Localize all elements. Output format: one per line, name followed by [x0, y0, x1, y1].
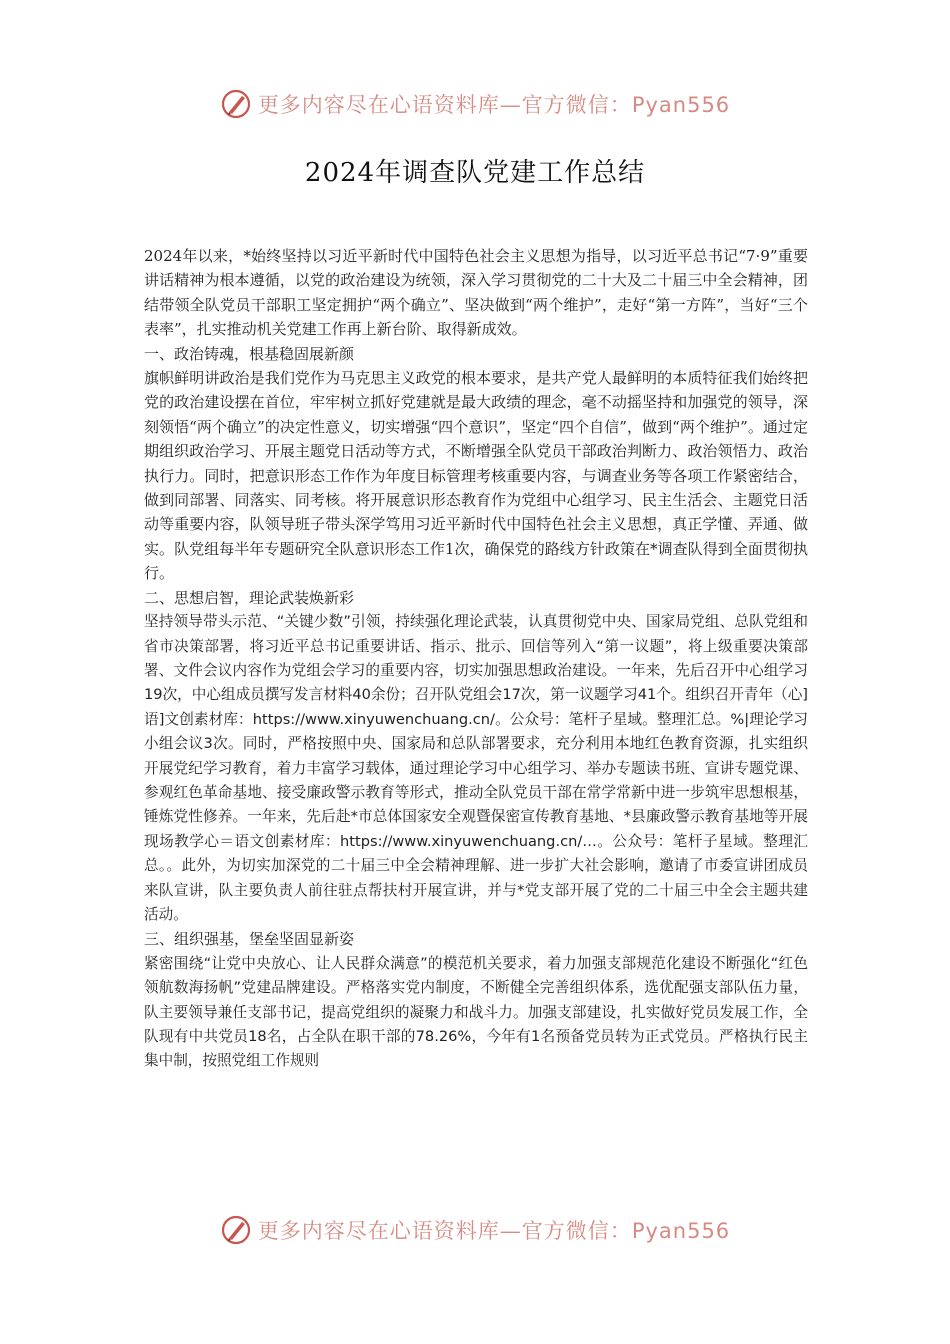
wechat-id: Pyan556 [631, 1219, 731, 1243]
banner-text: 更多内容尽在心语资料库—官方微信：Pyan556 [257, 1219, 731, 1243]
section-paragraph-3: 紧密围绕“让党中央放心、让人民群众满意”的模范机关要求，着力加强支部规范化建设不断强化“红色领航数海扬帆”党建品牌建设。严格落实党内制度，不断健全完善组织体系，选优配强支部队伍力量，队主要领导兼任支部书记，提高党组织的凝聚力和战斗力。加强支部建设，扎实做好党员发展工作，全队现有中共党员18名，占全队在职干部的78.26%，今年有1名预备党员转为正式党员。严格执行民主集中制，按照党组工作规则 [144, 954, 808, 1070]
wechat-id: Pyan556 [631, 93, 731, 117]
document-body [144, 244, 808, 1074]
pen-circle-logo-icon [220, 1214, 252, 1246]
section-heading-1: 一、政治铸魂，根基稳固展新颜 [144, 344, 355, 363]
banner-text: 更多内容尽在心语资料库—官方微信：Pyan556 [257, 93, 731, 117]
section-heading-2: 二、思想启智，理论武装焕新彩 [144, 588, 355, 607]
intro-paragraph: 2024年以来，*始终坚持以习近平新时代中国特色社会主义思想为指导，以习近平总书记“7·9”重要讲话精神为根本遵循，以党的政治建设为统领，深入学习贯彻党的二十大及二十届三中全会精神，团结带领全队党员干部职工坚定拥护“两个确立”、坚决做到“两个维护”，走好“第一方阵”，当好“三个表率”，扎实推动机关党建工作再上新台阶、取得新成效。 [144, 247, 808, 339]
header-banner [0, 84, 950, 124]
footer-banner [0, 1210, 950, 1250]
document-title: 2024年调查队党建工作总结 [304, 158, 646, 188]
section-paragraph-1: 旗帜鲜明讲政治是我们党作为马克思主义政党的根本要求，是共产党人最鲜明的本质特征我们始终把党的政治建设摆在首位，牢牢树立抓好党建就是最大政绩的理念，毫不动摇坚持和加强党的领导，深刻领悟“两个确立”的决定性意义，切实增强“四个意识”，坚定“四个自信”，做到“两个维护”。通过定期组织政治学习、开展主题党日活动等方式，不断增强全队党员干部政治判断力、政治领悟力、政治执行力。同时，把意识形态工作作为年度目标管理考核重要内容，与调查业务等各项工作紧密结合，做到同部署、同落实、同考核。将开展意识形态教育作为党组中心组学习、民主生活会、主题党日活动等重要内容，队领导班子带头深学笃用习近平新时代中国特色社会主义思想，真正学懂、弄通、做实。队党组每半年专题研究全队意识形态工作1次，确保党的路线方针政策在*调查队得到全面贯彻执行。 [144, 369, 808, 583]
pen-circle-logo-icon [220, 88, 252, 120]
section-heading-3: 三、组织强基，堡垒坚固显新姿 [144, 930, 355, 949]
section-paragraph-2: 坚持领导带头示范、“关键少数”引领，持续强化理论武装，认真贯彻党中央、国家局党组、总队党组和省市决策部署，将习近平总书记重要讲话、指示、批示、回信等列入“第一议题”，将上级重要决策部署、文件会议内容作为党组会学习的重要内容，切实加强思想政治建设。一年来，先后召开中心组学习19次，中心组成员撰写发言材料40余份；召开队党组会17次，第一议题学习41个。组织召开青年（心]语]文创素材库：https://www.xinyuwenchuang.cn/。公众号：笔杆子星域。整理汇总。%|理论学习小组会议3次。同时，严格按照中央、国家局和总队部署要求，充分利用本地红色教育资源，扎实组织开展党纪学习教育，着力丰富学习载体，通过理论学习中心组学习、举办专题读书班、宣讲专题党课、参观红色革命基地、接受廉政警示教育等形式，推动全队党员干部在常学常新中进一步筑牢思想根基，锤炼党性修养。一年来，先后赴*市总体国家安全观暨保密宣传教育基地、*县廉政警示教育基地等开展现场教学心＝语文创素材库：https://www.xinyuwenchuang.cn/…。公众号：笔杆子星域。整理汇总。。此外，为切实加深党的二十届三中全会精神理解、进一步扩大社会影响，邀请了市委宣讲团成员来队宣讲，队主要负责人前往驻点帮扶村开展宣讲，并与*党支部开展了党的二十届三中全会主题共建活动。 [144, 613, 809, 923]
